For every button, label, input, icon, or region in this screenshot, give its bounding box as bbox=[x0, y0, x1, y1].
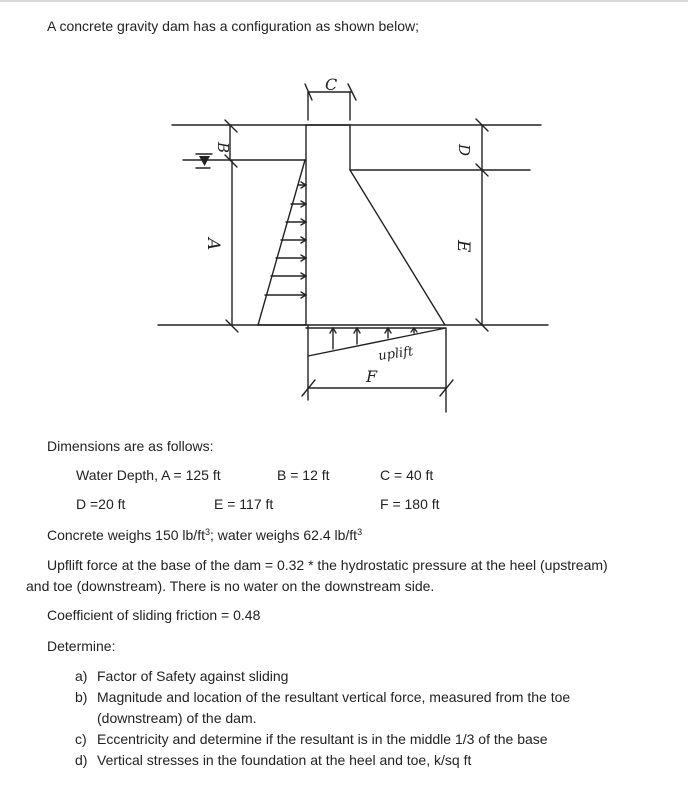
concrete-weight: Concrete weighs 150 lb/ft bbox=[47, 527, 205, 543]
dim-e: E = 117 ft bbox=[214, 496, 274, 512]
list-item bbox=[75, 666, 570, 687]
list-marker: a) bbox=[75, 668, 88, 684]
intro-text: A concrete gravity dam has a configuration as shown below; bbox=[47, 18, 419, 34]
dim-a: Water Depth, A = 125 ft bbox=[76, 467, 221, 483]
dam-body bbox=[306, 125, 445, 325]
list-text: Factor of Safety against sliding bbox=[97, 668, 289, 684]
label-uplift: uplift bbox=[377, 344, 415, 364]
label-d: D bbox=[455, 144, 473, 157]
friction-text: Coefficient of sliding friction = 0.48 bbox=[47, 607, 261, 623]
water-weight: ; water weighs 62.4 lb/ft bbox=[210, 527, 358, 543]
dim-d: D =20 ft bbox=[76, 496, 126, 512]
label-b: B bbox=[214, 142, 232, 154]
uplift-triangle bbox=[306, 328, 446, 356]
label-e: E bbox=[453, 240, 473, 253]
list-item bbox=[75, 729, 570, 750]
list-marker: c) bbox=[75, 731, 87, 747]
list-marker: d) bbox=[75, 752, 88, 768]
determine-heading: Determine: bbox=[47, 638, 116, 654]
list-item bbox=[75, 687, 570, 708]
dam-diagram bbox=[150, 70, 560, 420]
label-a: A bbox=[203, 238, 223, 251]
label-c: C bbox=[325, 75, 338, 94]
unit-weights bbox=[47, 526, 362, 544]
top-border bbox=[0, 0, 688, 2]
dim-f: F = 180 ft bbox=[380, 496, 440, 512]
determine-list bbox=[75, 666, 570, 771]
uplift-line-2: and toe (downstream). There is no water on the downstream side. bbox=[26, 578, 435, 594]
label-f: F bbox=[366, 367, 378, 386]
dim-c: C = 40 ft bbox=[380, 467, 434, 483]
water-sup: 3 bbox=[357, 527, 363, 537]
list-text: Magnitude and location of the resultant vertical force, measured from the toe bbox=[97, 689, 571, 705]
list-item bbox=[75, 750, 570, 771]
list-item bbox=[75, 708, 570, 729]
list-text: Vertical stresses in the foundation at the heel and toe, k/sq ft bbox=[97, 752, 472, 768]
list-text: (downstream) of the dam. bbox=[97, 710, 257, 726]
concrete-sup: 3 bbox=[204, 527, 210, 537]
dims-heading: Dimensions are as follows: bbox=[47, 438, 214, 454]
list-text: Eccentricity and determine if the resultant is in the middle 1/3 of the base bbox=[97, 731, 548, 747]
uplift-line-1: Upflift force at the base of the dam = 0.32 * the hydrostatic pressure at the heel (upstream) bbox=[47, 557, 608, 573]
dim-b: B = 12 ft bbox=[277, 467, 330, 483]
list-marker: b) bbox=[75, 689, 88, 705]
